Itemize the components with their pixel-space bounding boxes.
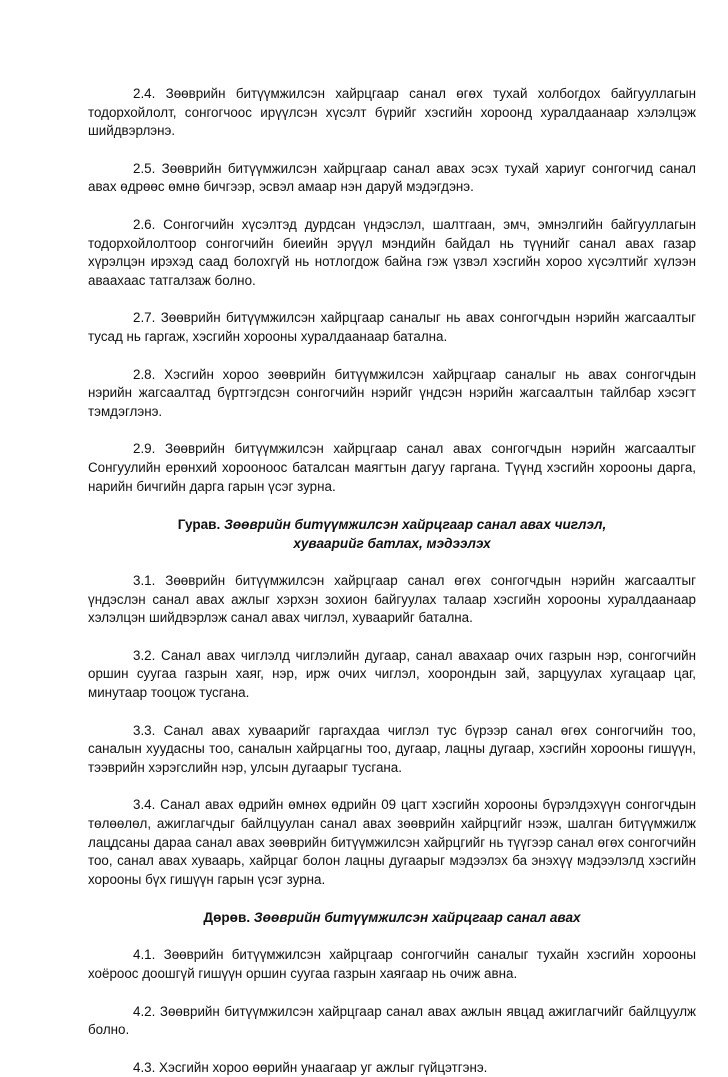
section-4-heading	[88, 908, 696, 927]
paragraph-2-8: 2.8. Хэсгийн хороо зөөврийн битүүмжилсэн хайрцгаар саналыг нь авах сонгогчдын нэрийн жагсаалтад бүртгэгдсэн сонгогчийн нэрийг үндсэн нэрийн жагсаалтын тайлбар хэсэгт тэмдэглэнэ.	[88, 366, 696, 419]
paragraph-2-5: 2.5. Зөөврийн битүүмжилсэн хайрцгаар санал авах эсэх тухай хариуг сонгогчид санал авах өдрөөс өмнө бичгээр, эсвэл амаар нэн даруй мэдэгдэнэ.	[88, 160, 696, 195]
section-3-title-line1: Зөөврийн битүүмжилсэн хайрцгаар санал авах чиглэл,	[224, 517, 607, 533]
paragraph-4-1: 4.1. Зөөврийн битүүмжилсэн хайрцгаар сонгогчийн саналыг тухайн хэсгийн хорооны хоёроос доошгүй гишүүн оршин суугаа газрын хаягаар нь очиж авна.	[88, 947, 696, 981]
section-4-title: Зөөврийн битүүмжилсэн хайрцгаар санал авах	[253, 910, 581, 926]
section-3-heading	[88, 515, 696, 553]
paragraph-3-4: 3.4. Санал авах өдрийн өмнөх өдрийн 09 цагт хэсгийн хорооны бүрэлдэхүүн сонгогчдын төлөөлөл, ажиглагчдыг байлцуулан санал авах зөөврийн хайрцгийг нээж, шалган битүүмжилж лацдсаны дараа санал авах зөөврийн битүүмжилсэн хайрцгийг нь түүгээр санал өгөх сонгогчийн тоо, санал авах хуваарь, хайрцаг болон лацны дугаарыг мэдээлэх ба энэхүү мэдээлэлд хэсгийн хорооны бүх гишүүн гарын үсэг зурна.	[88, 797, 696, 887]
paragraph-3-2: 3.2. Санал авах чиглэлд чиглэлийн дугаар, санал авахаар очих газрын нэр, сонгогчийн оршин суугаа газрын хаяг, нэр, ирж очих чиглэл, хоорондын зай, зарцуулах хугацаар цаг, минутаар тооцож тусгана.	[88, 647, 696, 701]
paragraph-2-4: 2.4. Зөөврийн битүүмжилсэн хайрцгаар санал өгөх тухай холбогдох байгууллагын тодорхойлолт, сонгогчоос ирүүлсэн хүсэлт бүрийг хэсгийн хороонд хуралдаанаар хэлэлцэж шийдвэрлэнэ.	[88, 86, 696, 139]
paragraph-2-9: 2.9. Зөөврийн битүүмжилсэн хайрцгаар санал авах сонгогчдын нэрийн жагсаалтыг Сонгуулийн ерөнхий хорооноос баталсан маягтын дагуу гаргана. Түүнд хэсгийн хорооны дарга, нарийн бичгийн дарга гарын үсэг зурна.	[88, 441, 696, 494]
paragraph-2-6: 2.6. Сонгогчийн хүсэлтэд дурдсан үндэслэл, шалтгаан, эмч, эмнэлгийн байгууллагын тодорхойлолтоор сонгогчийн биеийн эрүүл мэндийн байдал нь түүнийг санал авах газар хүрэлцэн ирэхэд саад болохгүй нь нотлогдож байна гэж үзвэл хэсгийн хороо хүсэлтийг хүлээн аваахаас татгалзаж болно.	[88, 216, 696, 288]
paragraph-4-2: 4.2. Зөөврийн битүүмжилсэн хайрцгаар санал авах ажлын явцад ажиглагчийг байлцуулж болно.	[88, 1003, 696, 1038]
paragraph-3-1: 3.1. Зөөврийн битүүмжилсэн хайрцгаар санал өгөх сонгогчдын нэрийн жагсаалтыг үндэслэн санал авах ажлыг хэрхэн зохион байгуулах талаар хэсгийн хорооны хуралдаанаар хэлэлцэн шийдвэрлэж санал авах чиглэл, хуваарийг батална.	[88, 573, 696, 626]
paragraph-4-3: 4.3. Хэсгийн хороо өөрийн унаагаар уг ажлыг гүйцэтгэнэ.	[133, 1059, 488, 1075]
section-3-title-line2: хуваарийг батлах, мэдээлэх	[293, 536, 491, 552]
paragraph-3-3: 3.3. Санал авах хуваарийг гаргахдаа чиглэл тус бүрээр санал өгөх сонгогчийн тоо, саналын хуудасны тоо, саналын хайрцагны тоо, дугаар, лацны дугаар, хэсгийн хорооны гишүүн, тээврийн хэрэгслийн нэр, улсын дугаарыг тусгана.	[88, 722, 696, 775]
section-4-number: Дөрөв.	[203, 910, 251, 926]
section-3-number: Гурав.	[177, 517, 221, 533]
paragraph-2-7: 2.7. Зөөврийн битүүмжилсэн хайрцгаар саналыг нь авах сонгогчдын нэрийн жагсаалтыг тусад нь гаргаж, хэсгийн хорооны хуралдаанаар батална.	[88, 310, 696, 344]
